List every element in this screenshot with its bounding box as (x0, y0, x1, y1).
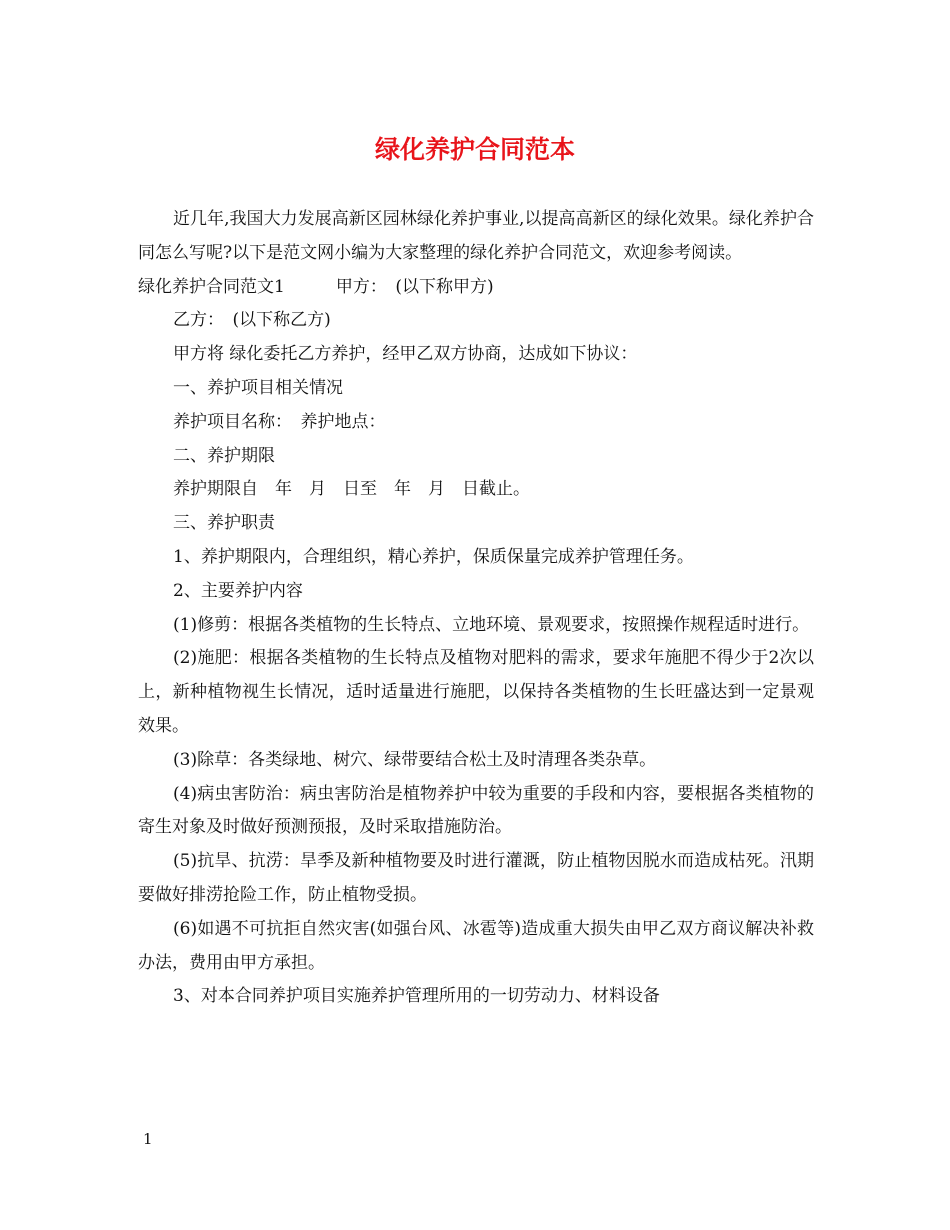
paragraph: 二、养护期限 (173, 445, 275, 466)
paragraph: 绿化养护合同范文1 甲方： (以下称甲方) (138, 276, 494, 297)
paragraph: (4)病虫害防治：病虫害防治是植物养护中较为重要的手段和内容，要根据各类植物的寄生对象及时做好预测预报，及时采取措施防治。 (138, 783, 814, 838)
paragraph: (5)抗旱、抗涝：旱季及新种植物要及时进行灌溉，防止植物因脱水而造成枯死。汛期要做好排涝抢险工作，防止植物受损。 (138, 851, 814, 905)
page-number: 1 (143, 1130, 153, 1148)
paragraph: (3)除草：各类绿地、树穴、绿带要结合松土及时清理各类杂草。 (173, 749, 657, 770)
paragraph: (1)修剪：根据各类植物的生长特点、立地环境、景观要求，按照操作规程适时进行。 (173, 614, 810, 635)
paragraph: (2)施肥：根据各类植物的生长特点及植物对肥料的需求，要求年施肥不得少于2次以上，新种植物视生长情况，适时适量进行施肥，以保持各类植物的生长旺盛达到一定景观效果。 (138, 648, 814, 736)
paragraph: 1、养护期限内，合理组织，精心养护，保质保量完成养护管理任务。 (173, 546, 694, 567)
document-title: 绿化养护合同范本 (374, 135, 575, 164)
paragraph: 近几年,我国大力发展高新区园林绿化养护事业,以提高高新区的绿化效果。绿化养护合同怎么写呢?以下是范文网小编为大家整理的绿化养护合同范文，欢迎参考阅读。 (138, 209, 814, 263)
document-body (138, 203, 814, 1014)
paragraph: 乙方： (以下称乙方) (173, 310, 331, 331)
paragraph: 2、主要养护内容 (173, 580, 303, 601)
paragraph: 3、对本合同养护项目实施养护管理所用的一切劳动力、材料设备 (173, 986, 660, 1007)
paragraph: 三、养护职责 (173, 513, 275, 534)
paragraph: (6)如遇不可抗拒自然灾害(如强台风、冰雹等)造成重大损失由甲乙双方商议解决补救办法，费用由甲方承担。 (138, 918, 814, 973)
paragraph: 养护项目名称： 养护地点： (173, 411, 386, 432)
paragraph: 一、养护项目相关情况 (173, 377, 343, 398)
paragraph: 甲方将 绿化委托乙方养护，经甲乙双方协商，达成如下协议： (173, 344, 638, 365)
paragraph: 养护期限自 年 月 日至 年 月 日截止。 (173, 479, 530, 500)
